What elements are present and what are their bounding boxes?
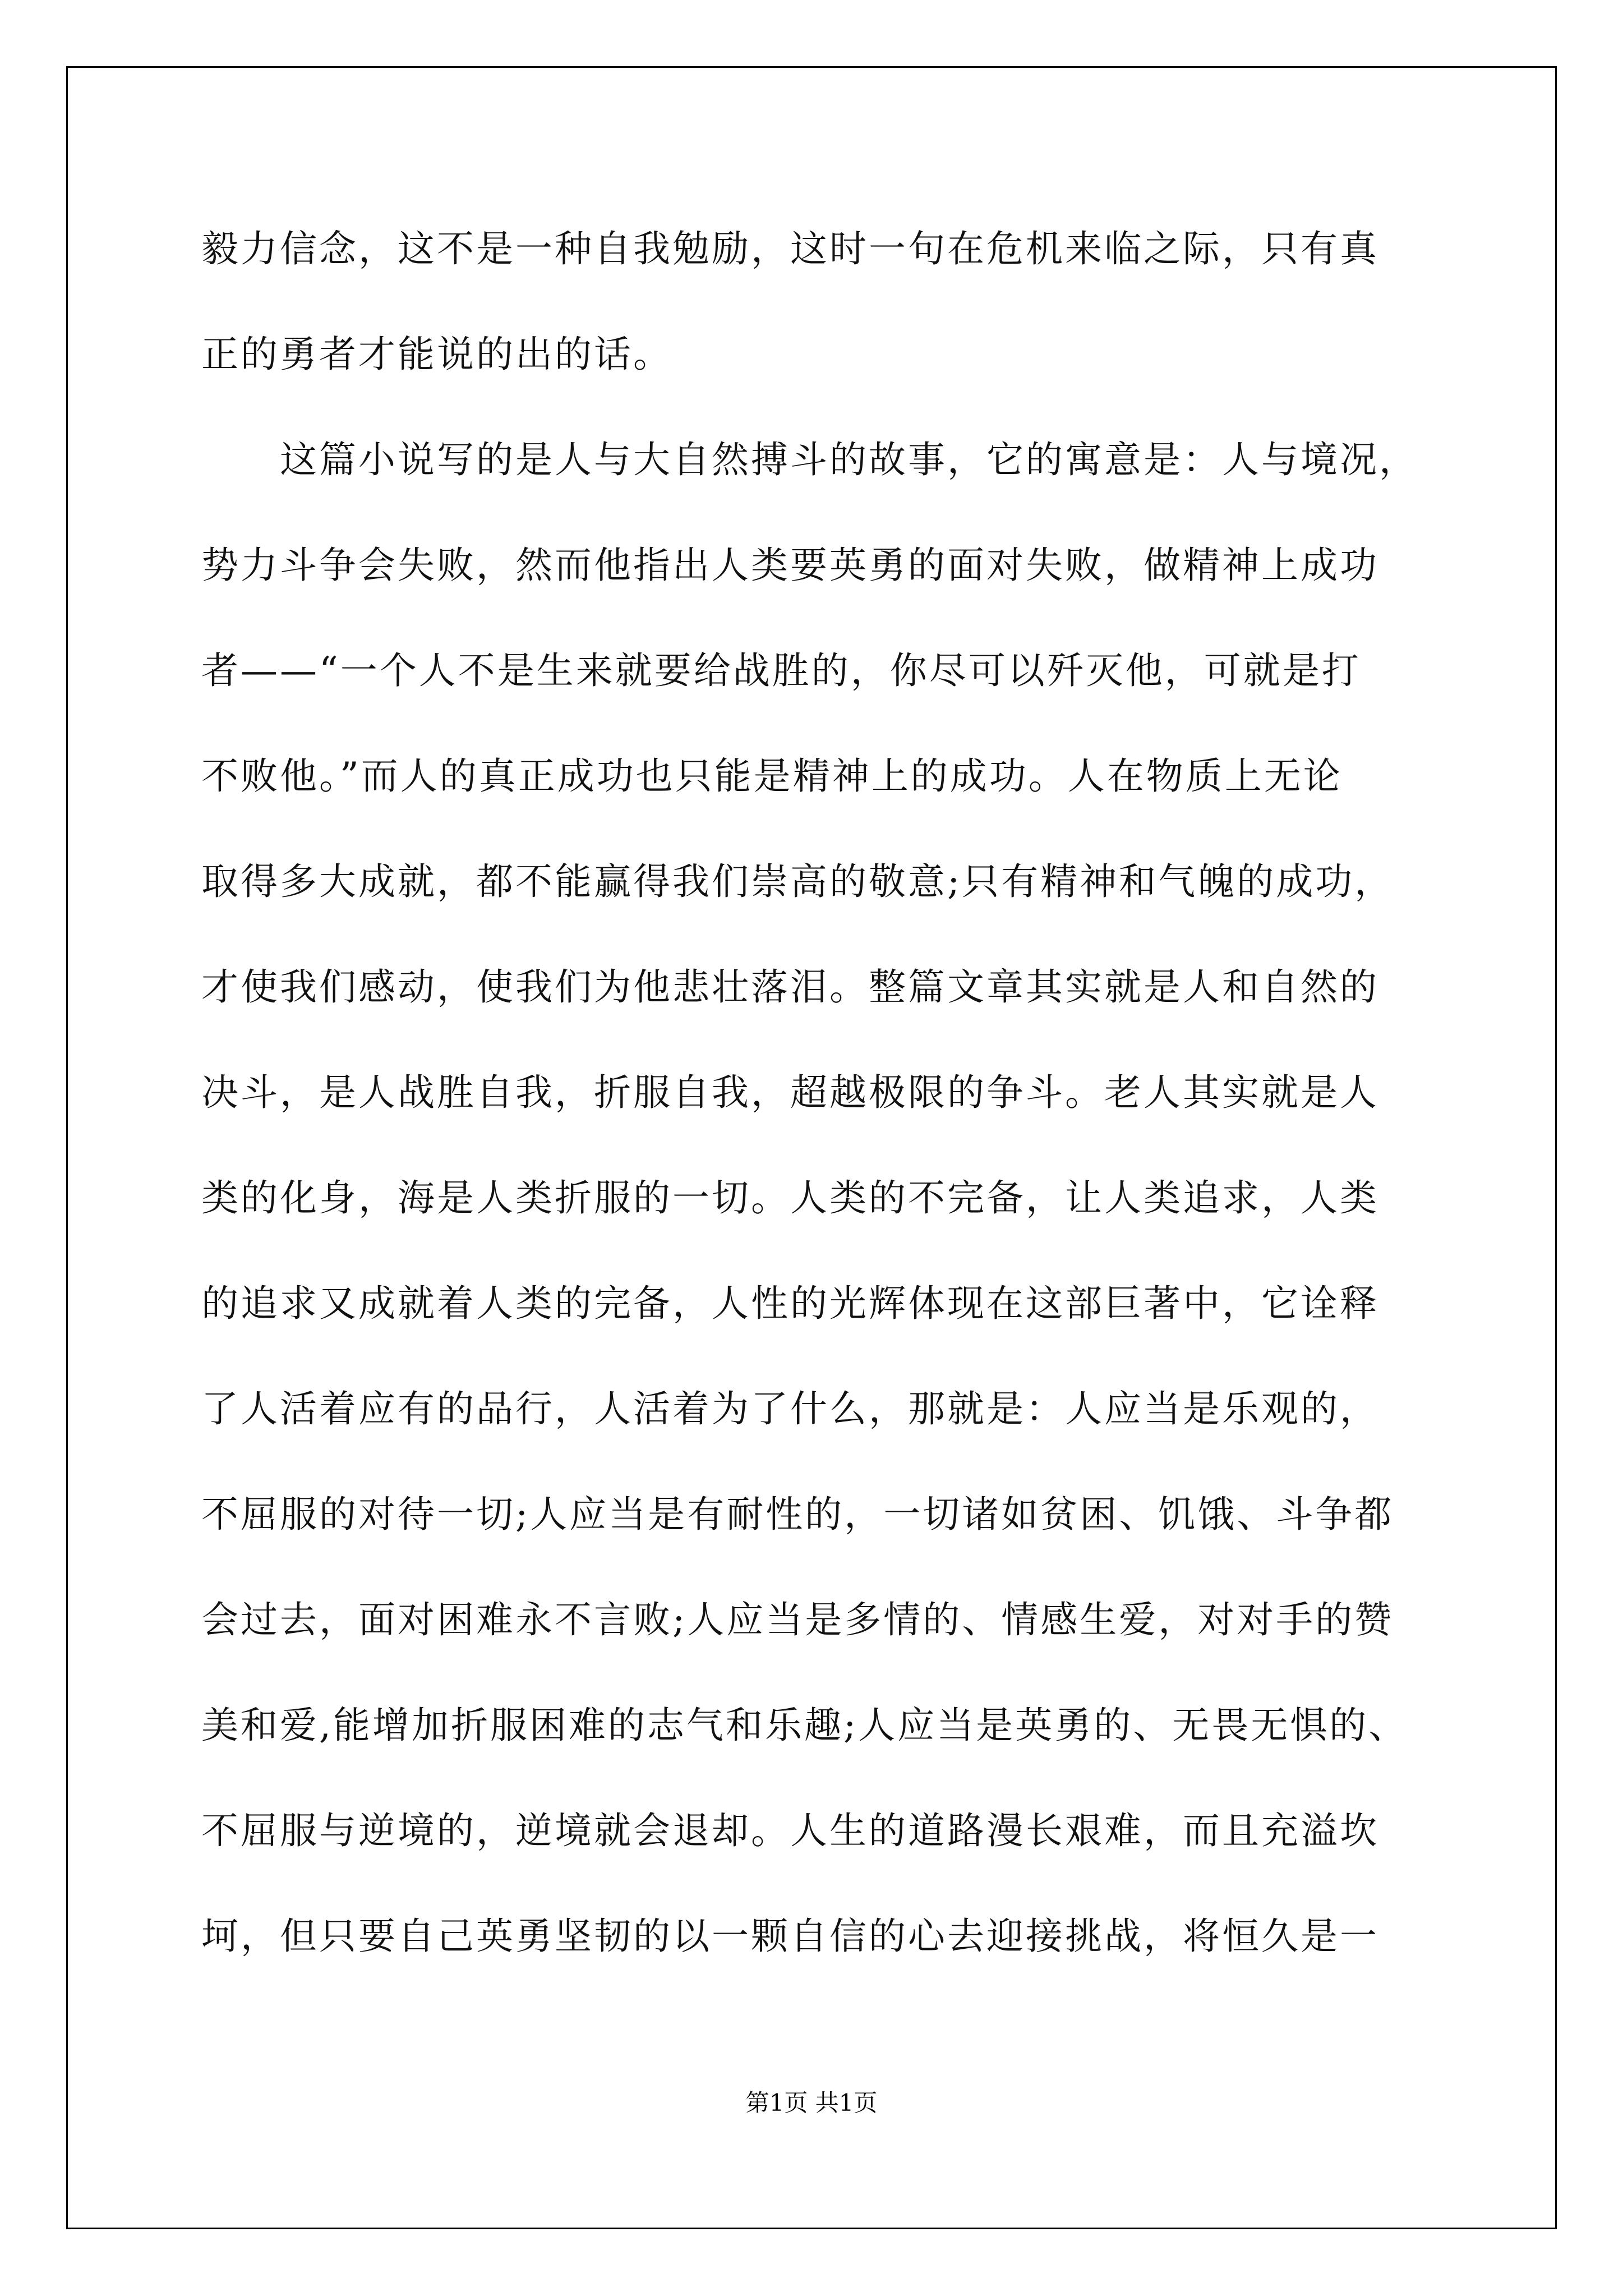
text-line: 类的化身，海是人类折服的一切。人类的不完备，让人类追求，人类 xyxy=(201,1176,1379,1220)
text-line: 势力斗争会失败，然而他指出人类要英勇的面对失败，做精神上成功 xyxy=(201,544,1379,587)
text-line: 不屈服的对待一切;人应当是有耐性的，一切诸如贫困、饥饿、斗争都 xyxy=(201,1493,1394,1536)
text-line: 取得多大成就，都不能赢得我们崇高的敬意;只有精神和气魄的成功， xyxy=(201,860,1394,903)
text-line: 了人活着应有的品行，人活着为了什么，那就是：人应当是乐观的， xyxy=(201,1387,1379,1430)
text-line: 毅力信念，这不是一种自我勉励，这时一句在危机来临之际，只有真 xyxy=(201,227,1379,270)
text-line: 坷，但只要自己英勇坚韧的以一颗自信的心去迎接挑战，将恒久是一 xyxy=(201,1915,1379,1958)
text-line: 美和爱,能增加折服困难的志气和乐趣;人应当是英勇的、无畏无惧的、 xyxy=(201,1704,1408,1747)
text-line: 会过去，面对困难永不言败;人应当是多情的、情感生爱，对对手的赞 xyxy=(201,1598,1394,1641)
text-line: 者——“一个人不是生来就要给战胜的，你尽可以歼灭他，可就是打 xyxy=(201,649,1361,692)
text-line: 不屈服与逆境的，逆境就会退却。人生的道路漫长艰难，而且充溢坎 xyxy=(201,1809,1379,1852)
text-line: 不败他。”而人的真正成功也只能是精神上的成功。人在物质上无论 xyxy=(201,754,1343,798)
document-body xyxy=(201,223,1421,2016)
text-line: 这篇小说写的是人与大自然搏斗的故事，它的寓意是：人与境况， xyxy=(280,438,1418,481)
text-line: 才使我们感动，使我们为他悲壮落泪。整篇文章其实就是人和自然的 xyxy=(201,965,1379,1009)
text-line: 的追求又成就着人类的完备，人性的光辉体现在这部巨著中，它诠释 xyxy=(201,1282,1379,1325)
page-number-footer: 第1页 共1页 xyxy=(745,2089,878,2116)
text-line: 决斗，是人战胜自我，折服自我，超越极限的争斗。老人其实就是人 xyxy=(201,1071,1379,1114)
text-line: 正的勇者才能说的出的话。 xyxy=(201,333,672,376)
